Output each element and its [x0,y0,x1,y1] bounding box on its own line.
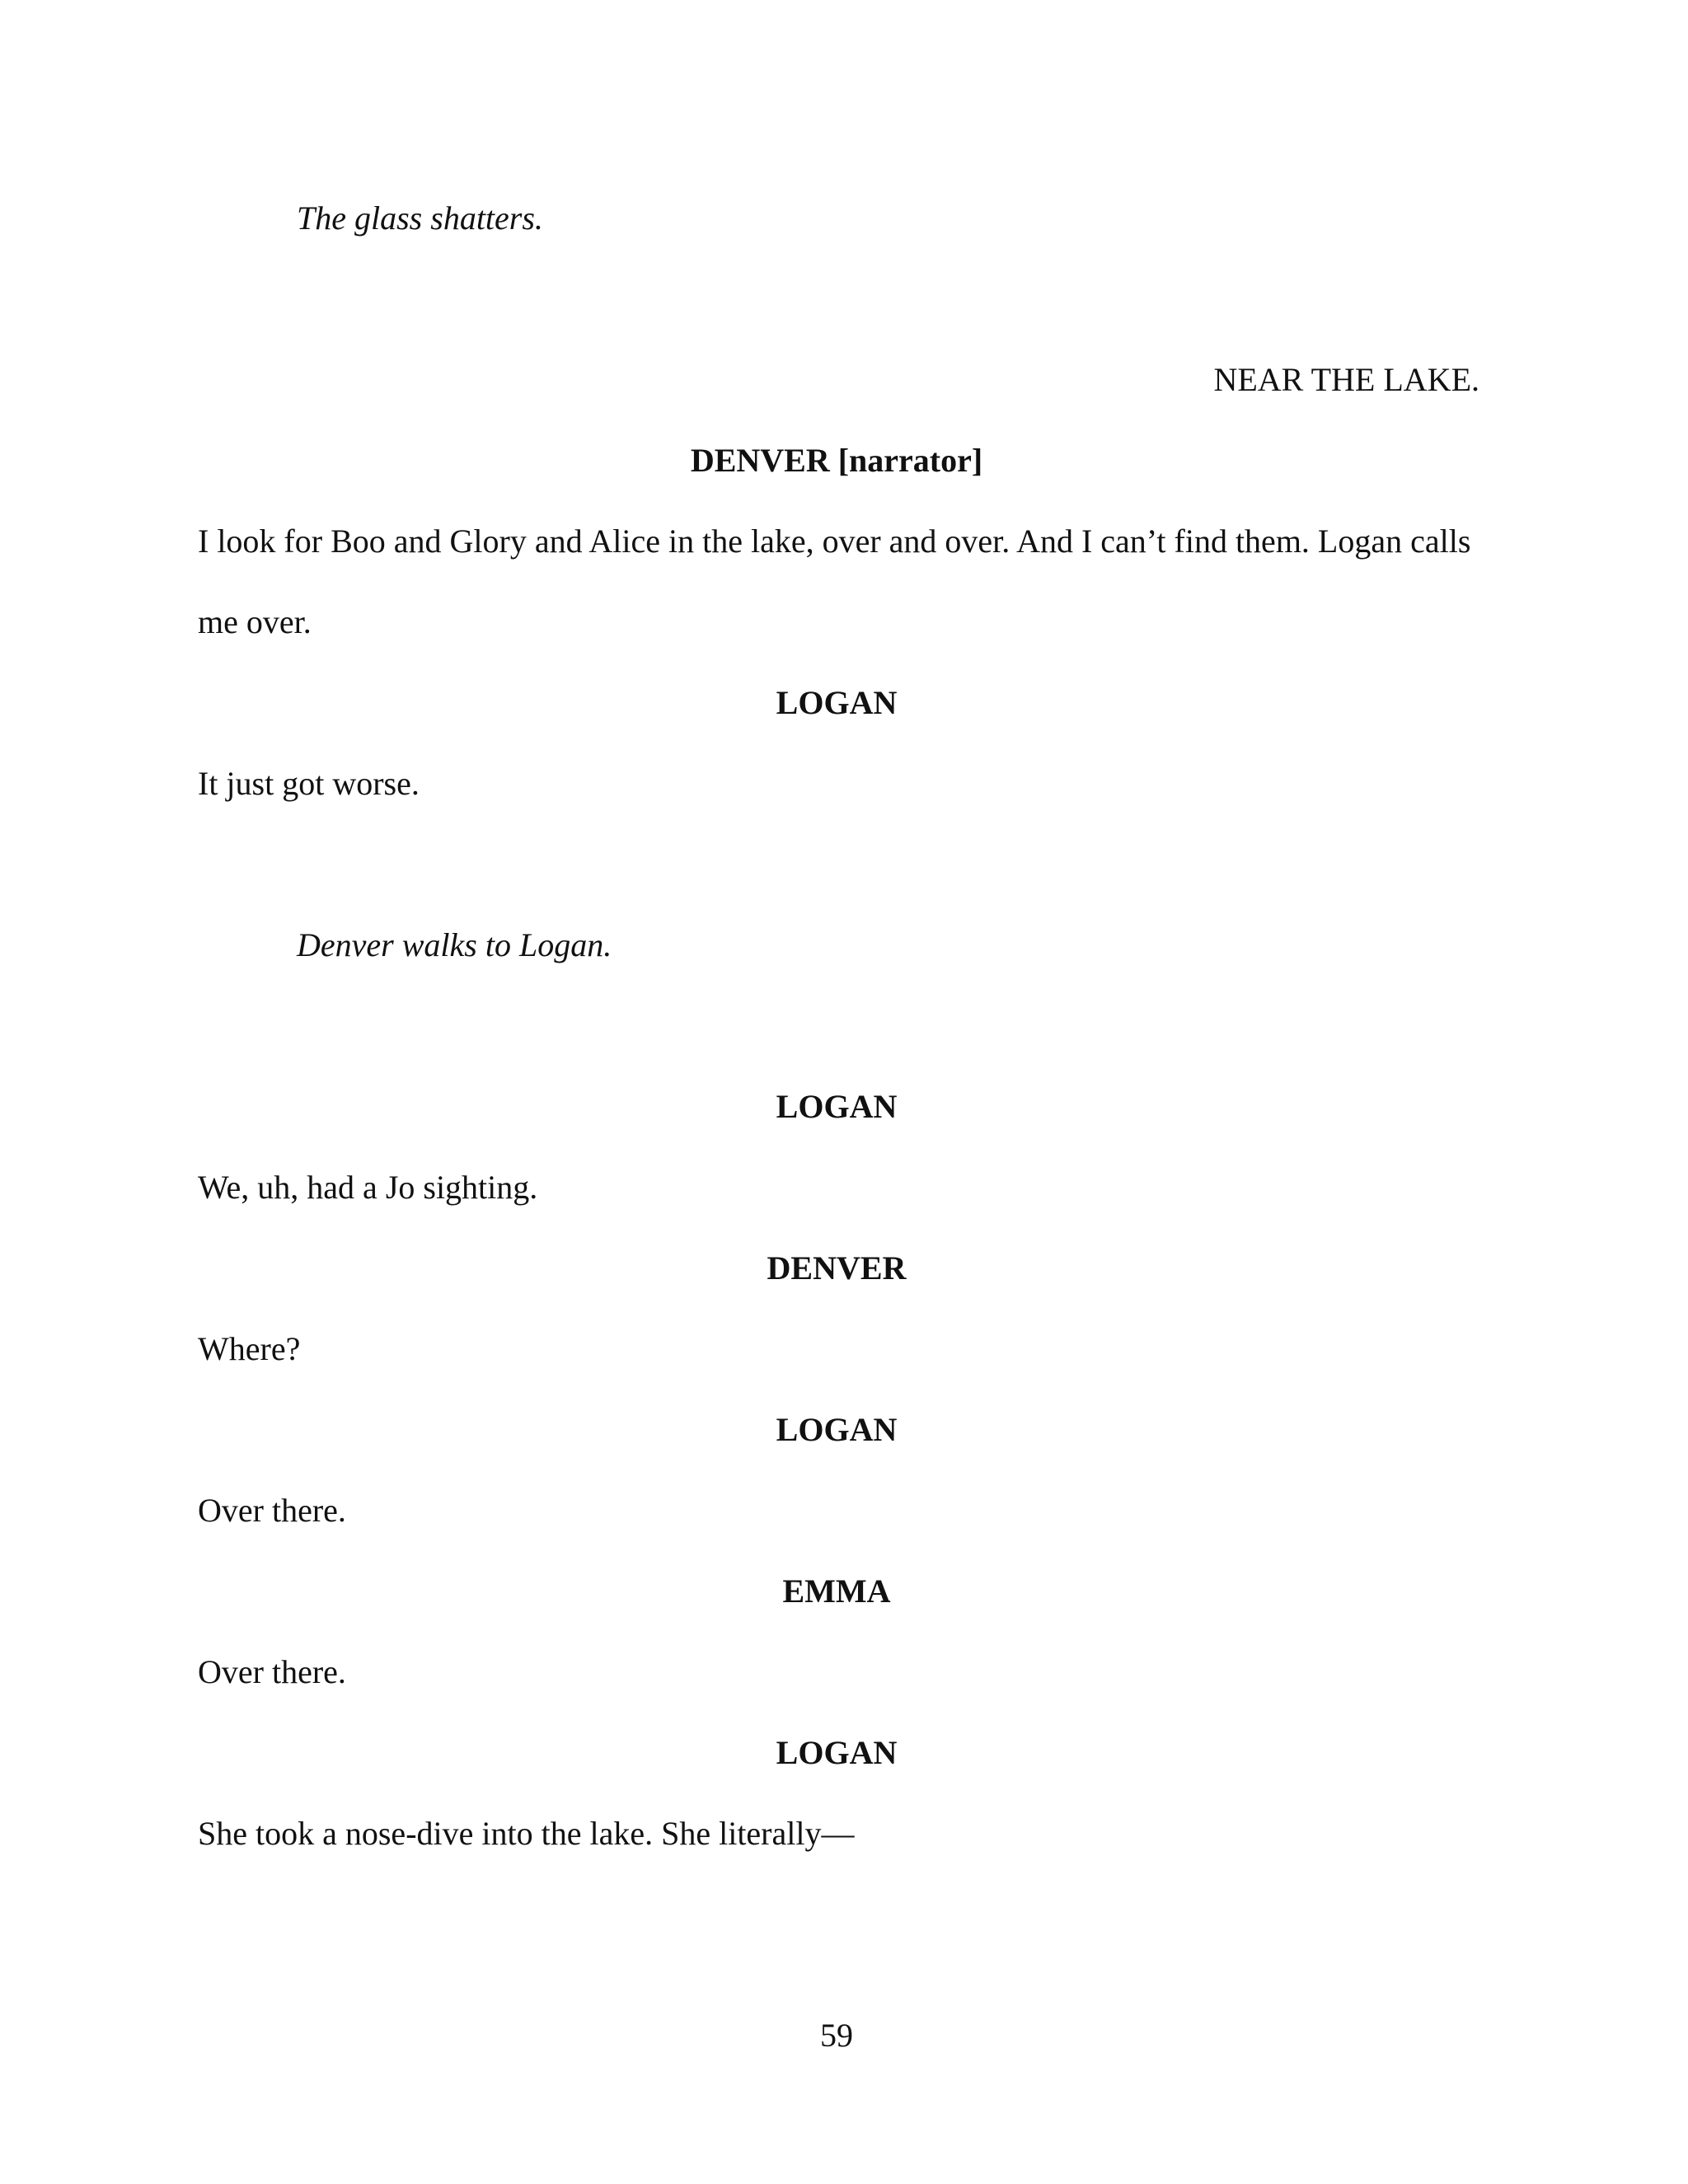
character-cue: DENVER [narrator] [690,442,983,479]
dialogue-line: me over. [198,603,312,640]
dialogue-line: Where? [198,1330,301,1367]
scene-heading: NEAR THE LAKE. [1213,361,1479,398]
page-number: 59 [820,2017,853,2054]
dialogue-line: She took a nose-dive into the lake. She literally— [198,1815,855,1852]
stage-direction: The glass shatters. [297,199,543,237]
character-cue: LOGAN [776,684,898,721]
dialogue-line: Over there. [198,1492,346,1529]
character-cue: LOGAN [776,1734,898,1771]
character-cue: LOGAN [776,1411,898,1448]
dialogue-line: I look for Boo and Glory and Alice in the lake, over and over. And I can’t find them. Logan calls [198,523,1471,560]
dialogue-line: Over there. [198,1653,346,1690]
character-cue: EMMA [782,1572,891,1610]
character-cue: DENVER [767,1249,907,1286]
dialogue-line: We, uh, had a Jo sighting. [198,1169,538,1206]
dialogue-line: It just got worse. [198,765,420,802]
stage-direction: Denver walks to Logan. [297,926,612,963]
character-cue: LOGAN [776,1088,898,1125]
